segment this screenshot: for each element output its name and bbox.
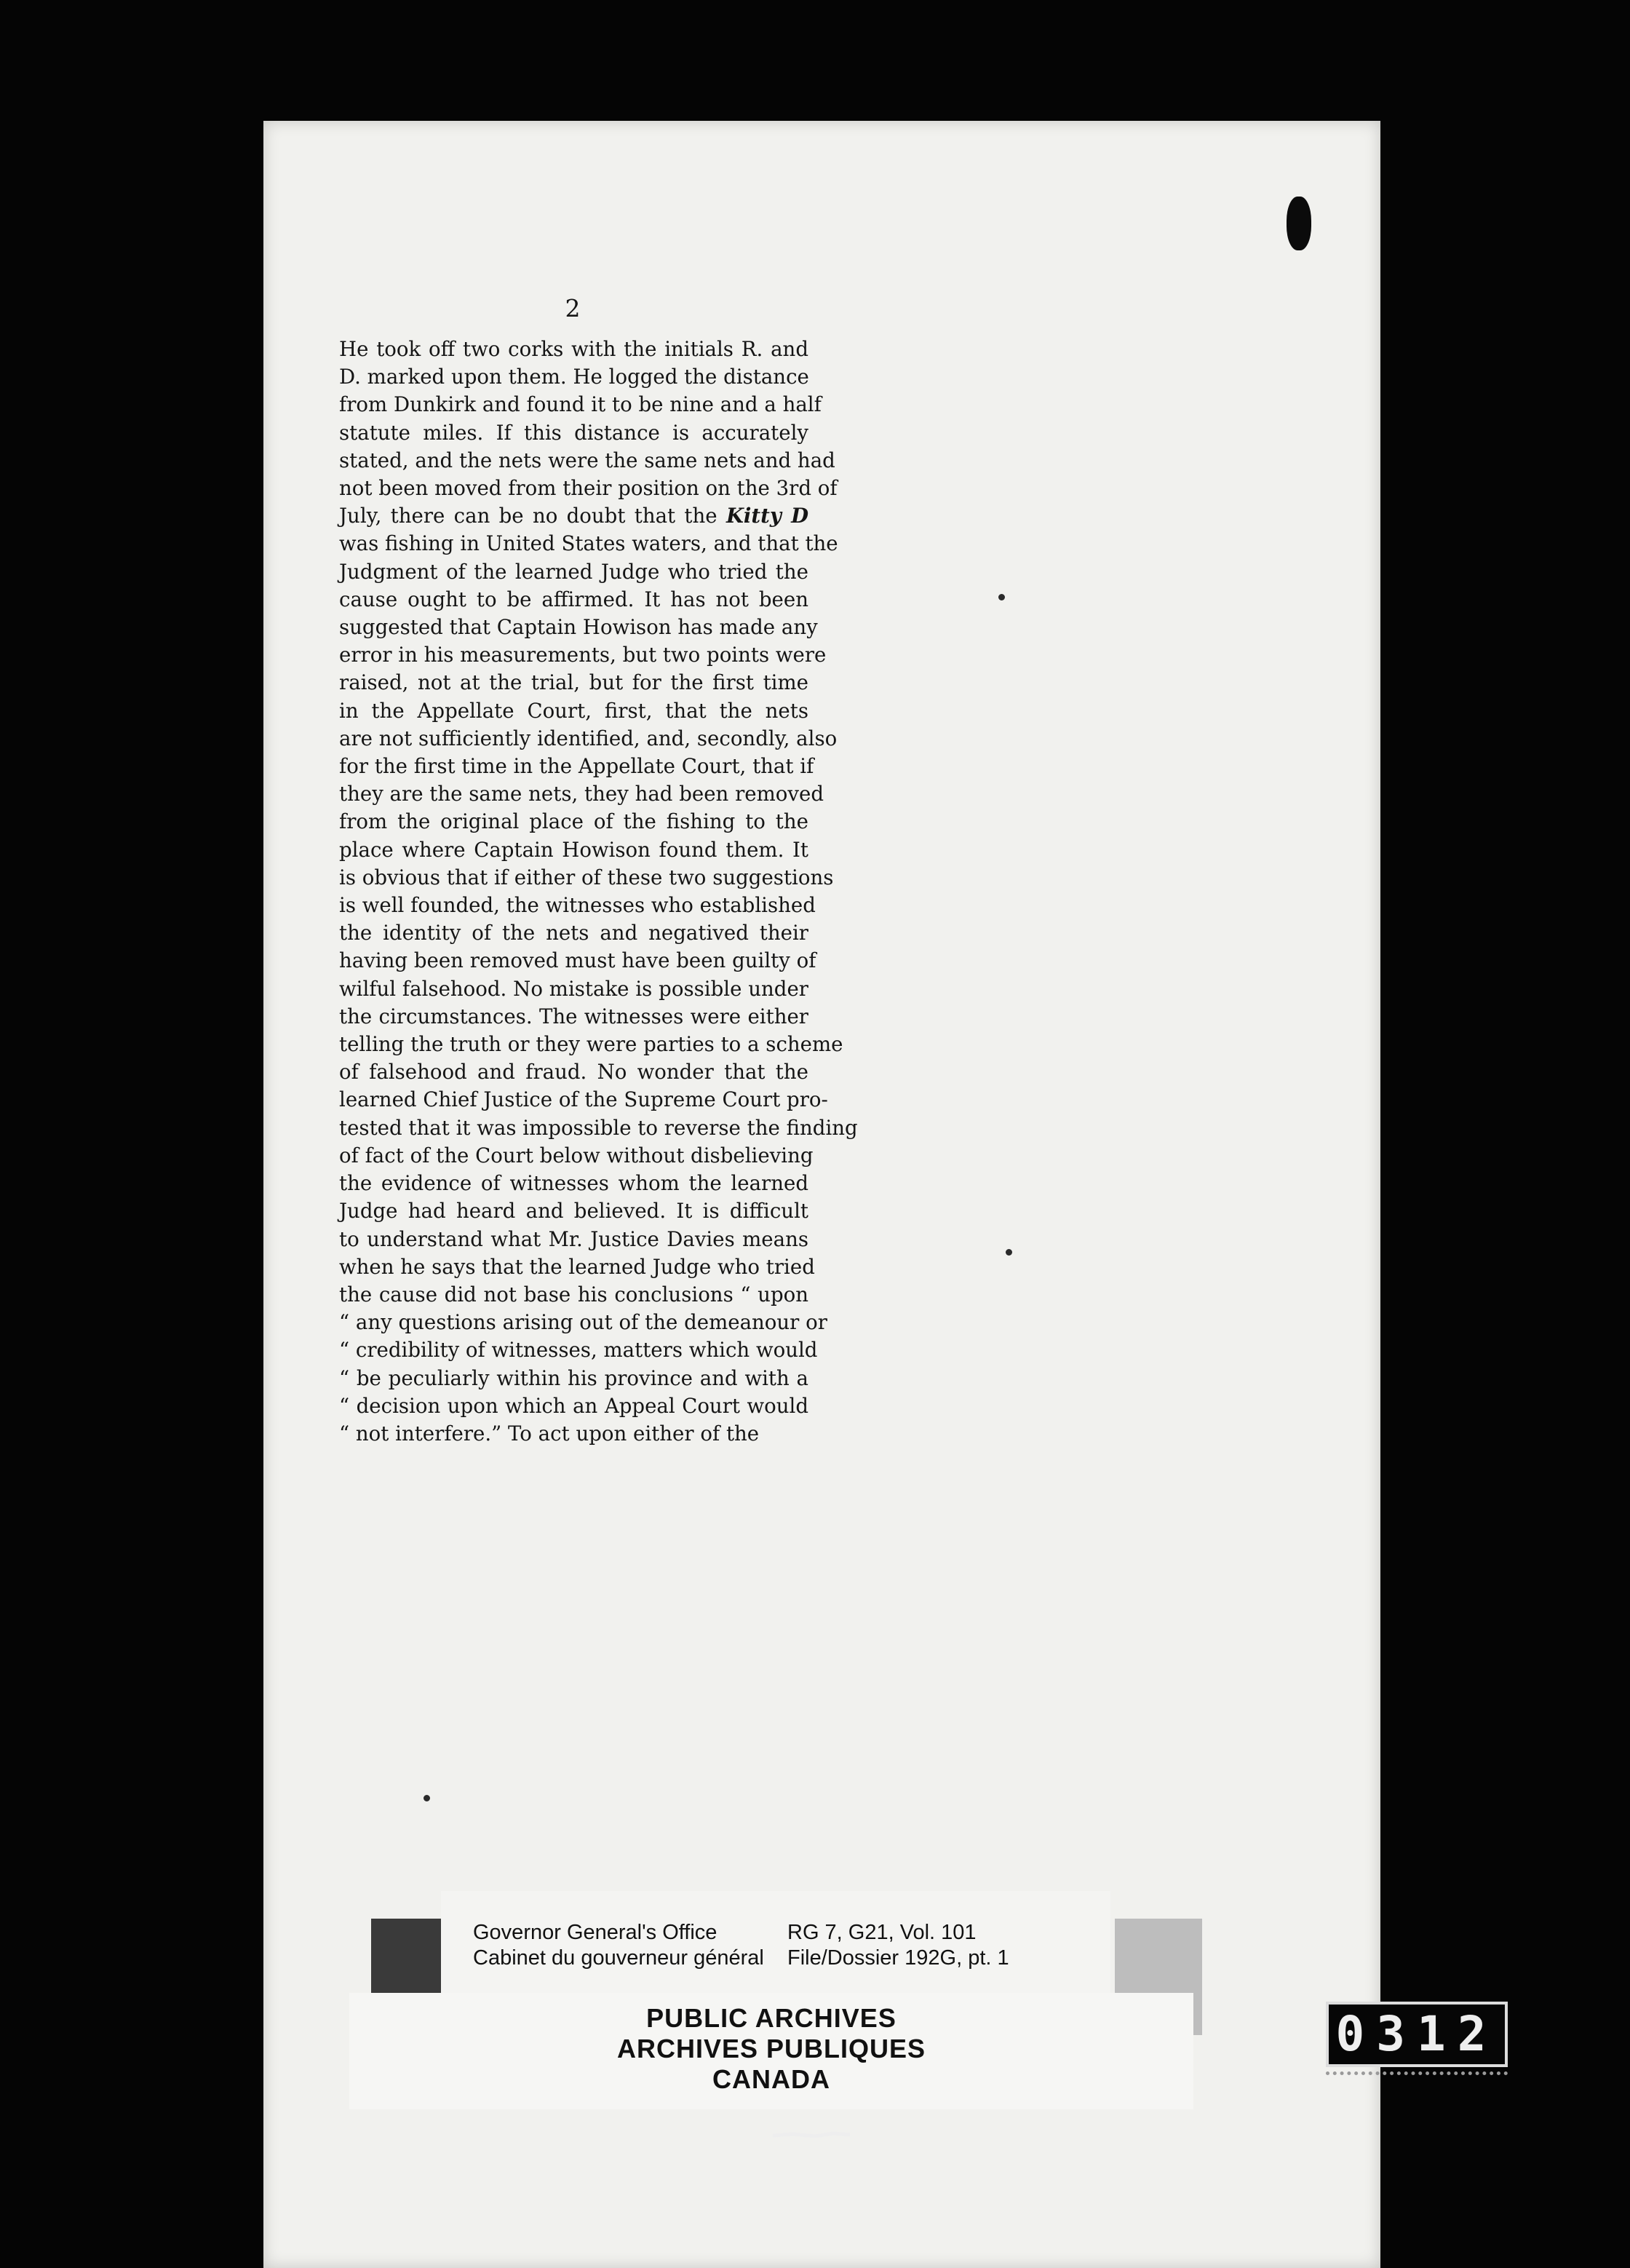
text-line: to understand what Mr. Justice Davies means [339,1226,808,1251]
text-line: from Dunkirk and found it to be nine and a half [339,392,822,417]
text-line: stated, and the nets were the same nets and had [339,448,835,472]
text-line: in the Appellate Court, first, that the nets [339,698,808,723]
text-line: tested that it was impossible to reverse the finding [339,1115,858,1140]
text-line: Judgment of the learned Judge who tried the [339,559,808,584]
vessel-name: Kitty D [725,504,808,528]
text-line: the cause did not base his conclusions “ upon [339,1282,808,1307]
text-line: “ credibility of witnesses, matters which would [339,1338,818,1363]
text-line: “ not interfere.” To act upon either of the [339,1421,760,1446]
page-number: 2 [565,294,581,322]
text-line: of falsehood and fraud. No wonder that the [339,1060,808,1085]
text-line: cause ought to be affirmed. It has not been [339,587,808,611]
stamp-line-1: PUBLIC ARCHIVES [646,2003,896,2033]
archive-reference-card [441,1891,1110,1999]
ink-blot [1287,197,1311,250]
text-line: are not sufficiently identified, and, secondly, also [339,726,838,750]
text-line: error in his measurements, but two points were [339,643,827,667]
text-line: they are the same nets, they had been removed [339,782,824,806]
record-group: RG 7, G21, Vol. 101 [787,1921,977,1944]
stamp-line-2: ARCHIVES PUBLIQUES [616,2034,926,2063]
film-scratch [771,2130,851,2140]
text-line: learned Chief Justice of the Supreme Court pro- [339,1087,828,1112]
frame-tick-marks [1326,2071,1508,2079]
paper-speck [1006,1249,1012,1256]
text-line: is obvious that if either of these two suggestions [339,865,834,889]
office-block [473,1920,764,1971]
text-line: wilful falsehood. No mistake is possible under [339,976,808,1001]
text-line: the identity of the nets and negatived their [339,921,808,945]
text-line: suggested that Captain Howison has made any [339,615,818,640]
text-line: Judge had heard and believed. It is difficult [339,1199,808,1224]
office-english: Governor General's Office [473,1921,717,1944]
text-line: of fact of the Court below without disbelieving [339,1143,814,1167]
paper-speck [424,1795,430,1801]
paper-speck [998,594,1005,600]
text-line: place where Captain Howison found them. It [339,837,808,862]
file-number: File/Dossier 192G, pt. 1 [787,1946,1009,1970]
text-line: for the first time in the Appellate Court, that if [339,754,814,779]
text-line: telling the truth or they were parties to a scheme [339,1032,843,1057]
text-line: was fishing in United States waters, and that the [339,531,838,556]
text-line: is well founded, the witnesses who established [339,893,816,918]
office-french: Cabinet du gouverneur général [473,1946,764,1970]
text-line: not been moved from their position on the 3rd of [339,476,838,501]
reference-block [787,1920,1009,1971]
text-line: “ any questions arising out of the demeanour or [339,1310,827,1335]
text-line: July, there can be no doubt that the Kitty D [339,504,808,528]
microfilm-frame-number: 0312 [1326,2002,1508,2067]
body-text [339,336,858,1448]
text-line: “ decision upon which an Appeal Court would [339,1393,808,1418]
stamp-line-3: CANADA [712,2064,830,2094]
text-line: statute miles. If this distance is accurately [339,420,808,445]
archives-stamp [349,1993,1193,2109]
text-line: having been removed must have been guilty of [339,948,816,973]
text-line: when he says that the learned Judge who tried [339,1254,815,1279]
text-line: the evidence of witnesses whom the learned [339,1171,808,1196]
text-line: “ be peculiarly within his province and with a [339,1365,808,1390]
text-line: D. marked upon them. He logged the distance [339,365,809,389]
text-line: He took off two corks with the initials R. and [339,337,808,361]
text-line: raised, not at the trial, but for the first time [339,670,808,695]
text-line: the circumstances. The witnesses were either [339,1004,808,1028]
text-line: from the original place of the fishing to the [339,809,808,834]
